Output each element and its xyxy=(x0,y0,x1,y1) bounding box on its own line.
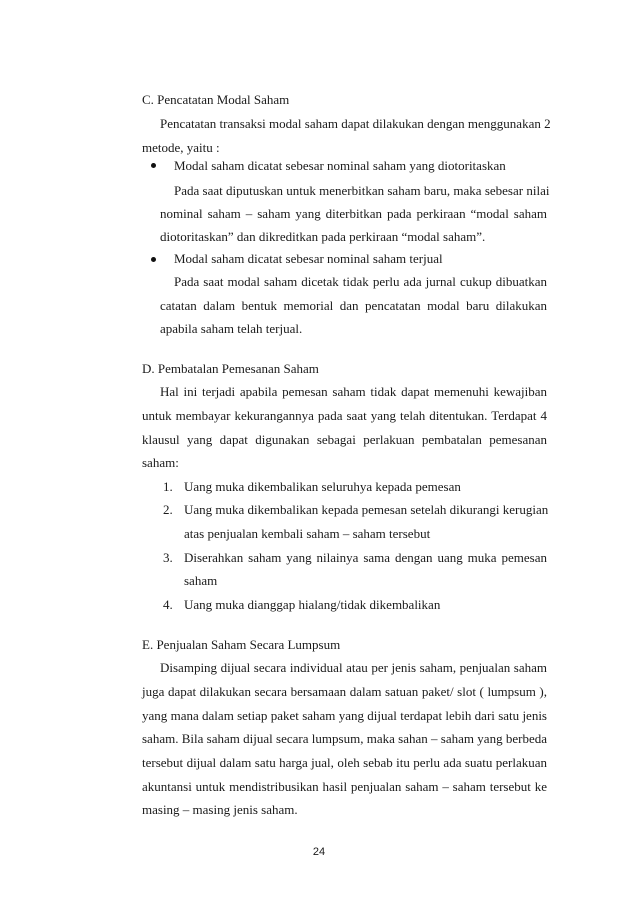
list-item-number: 4. xyxy=(163,597,173,612)
paragraph-line: nominal saham – saham yang diterbitkan pada perkiraan “modal saham xyxy=(160,206,547,221)
paragraph-line: juga dapat dilakukan secara bersamaan dalam satuan paket/ slot ( lumpsum ), xyxy=(142,684,547,699)
paragraph-line: untuk membayar kekurangannya pada saat yang telah ditentukan. Terdapat 4 xyxy=(142,408,547,423)
bullet-icon xyxy=(151,163,156,168)
list-item-text: Uang muka dikembalikan kepada pemesan setelah dikurangi kerugian xyxy=(184,502,549,517)
list-item-text: Diserahkan saham yang nilainya sama dengan uang muka pemesan xyxy=(184,550,547,565)
paragraph-line: Disamping dijual secara individual atau per jenis saham, penjualan saham xyxy=(160,660,547,675)
bullet-icon xyxy=(151,257,156,262)
paragraph-line: apabila saham telah terjual. xyxy=(160,321,303,336)
paragraph-line: klausul yang dapat digunakan sebagai perlakuan pembatalan pemesanan xyxy=(142,432,547,447)
list-item-number: 2. xyxy=(163,502,173,517)
paragraph-line: Hal ini terjadi apabila pemesan saham tidak dapat memenuhi kewajiban xyxy=(160,384,547,399)
paragraph-line: masing – masing jenis saham. xyxy=(142,802,298,817)
paragraph-line: yang mana dalam setiap paket saham yang dijual terdapat lebih dari satu jenis xyxy=(142,708,547,723)
paragraph-line: metode, yaitu : xyxy=(142,140,220,155)
list-item-text: saham xyxy=(184,573,218,588)
list-item-number: 3. xyxy=(163,550,173,565)
bullet-title: Modal saham dicatat sebesar nominal saham terjual xyxy=(174,251,443,266)
paragraph-line: catatan dalam bentuk memorial dan pencatatan modal baru dilakukan xyxy=(160,298,547,313)
page-number: 24 xyxy=(312,846,326,858)
list-item-number: 1. xyxy=(163,479,173,494)
paragraph-line: Pencatatan transaksi modal saham dapat dilakukan dengan menggunakan 2 xyxy=(160,116,551,131)
paragraph-line: saham: xyxy=(142,455,179,470)
bullet-title: Modal saham dicatat sebesar nominal saham yang diotoritaskan xyxy=(174,158,506,173)
paragraph-line: Pada saat modal saham dicetak tidak perlu ada jurnal cukup dibuatkan xyxy=(174,274,547,289)
list-item-text: atas penjualan kembali saham – saham tersebut xyxy=(184,526,431,541)
paragraph-line: saham. Bila saham dijual secara lumpsum, maka sahan – saham yang berbeda xyxy=(142,731,547,746)
paragraph-line: tersebut dijual dalam satu harga jual, oleh sebab itu perlu ada suatu perlakuan xyxy=(142,755,547,770)
section-c-heading: C. Pencatatan Modal Saham xyxy=(142,92,290,107)
list-item-text: Uang muka dikembalikan seluruhya kepada pemesan xyxy=(184,479,461,494)
list-item-text: Uang muka dianggap hialang/tidak dikembalikan xyxy=(184,597,441,612)
paragraph-line: akuntansi untuk mendistribusikan hasil penjualan saham – saham tersebut ke xyxy=(142,779,547,794)
paragraph-line: Pada saat diputuskan untuk menerbitkan saham baru, maka sebesar nilai xyxy=(174,183,550,198)
section-d-heading: D. Pembatalan Pemesanan Saham xyxy=(142,361,319,376)
section-e-heading: E. Penjualan Saham Secara Lumpsum xyxy=(142,637,341,652)
paragraph-line: diotoritaskan” dan dikreditkan pada perkiraan “modal saham”. xyxy=(160,229,486,244)
